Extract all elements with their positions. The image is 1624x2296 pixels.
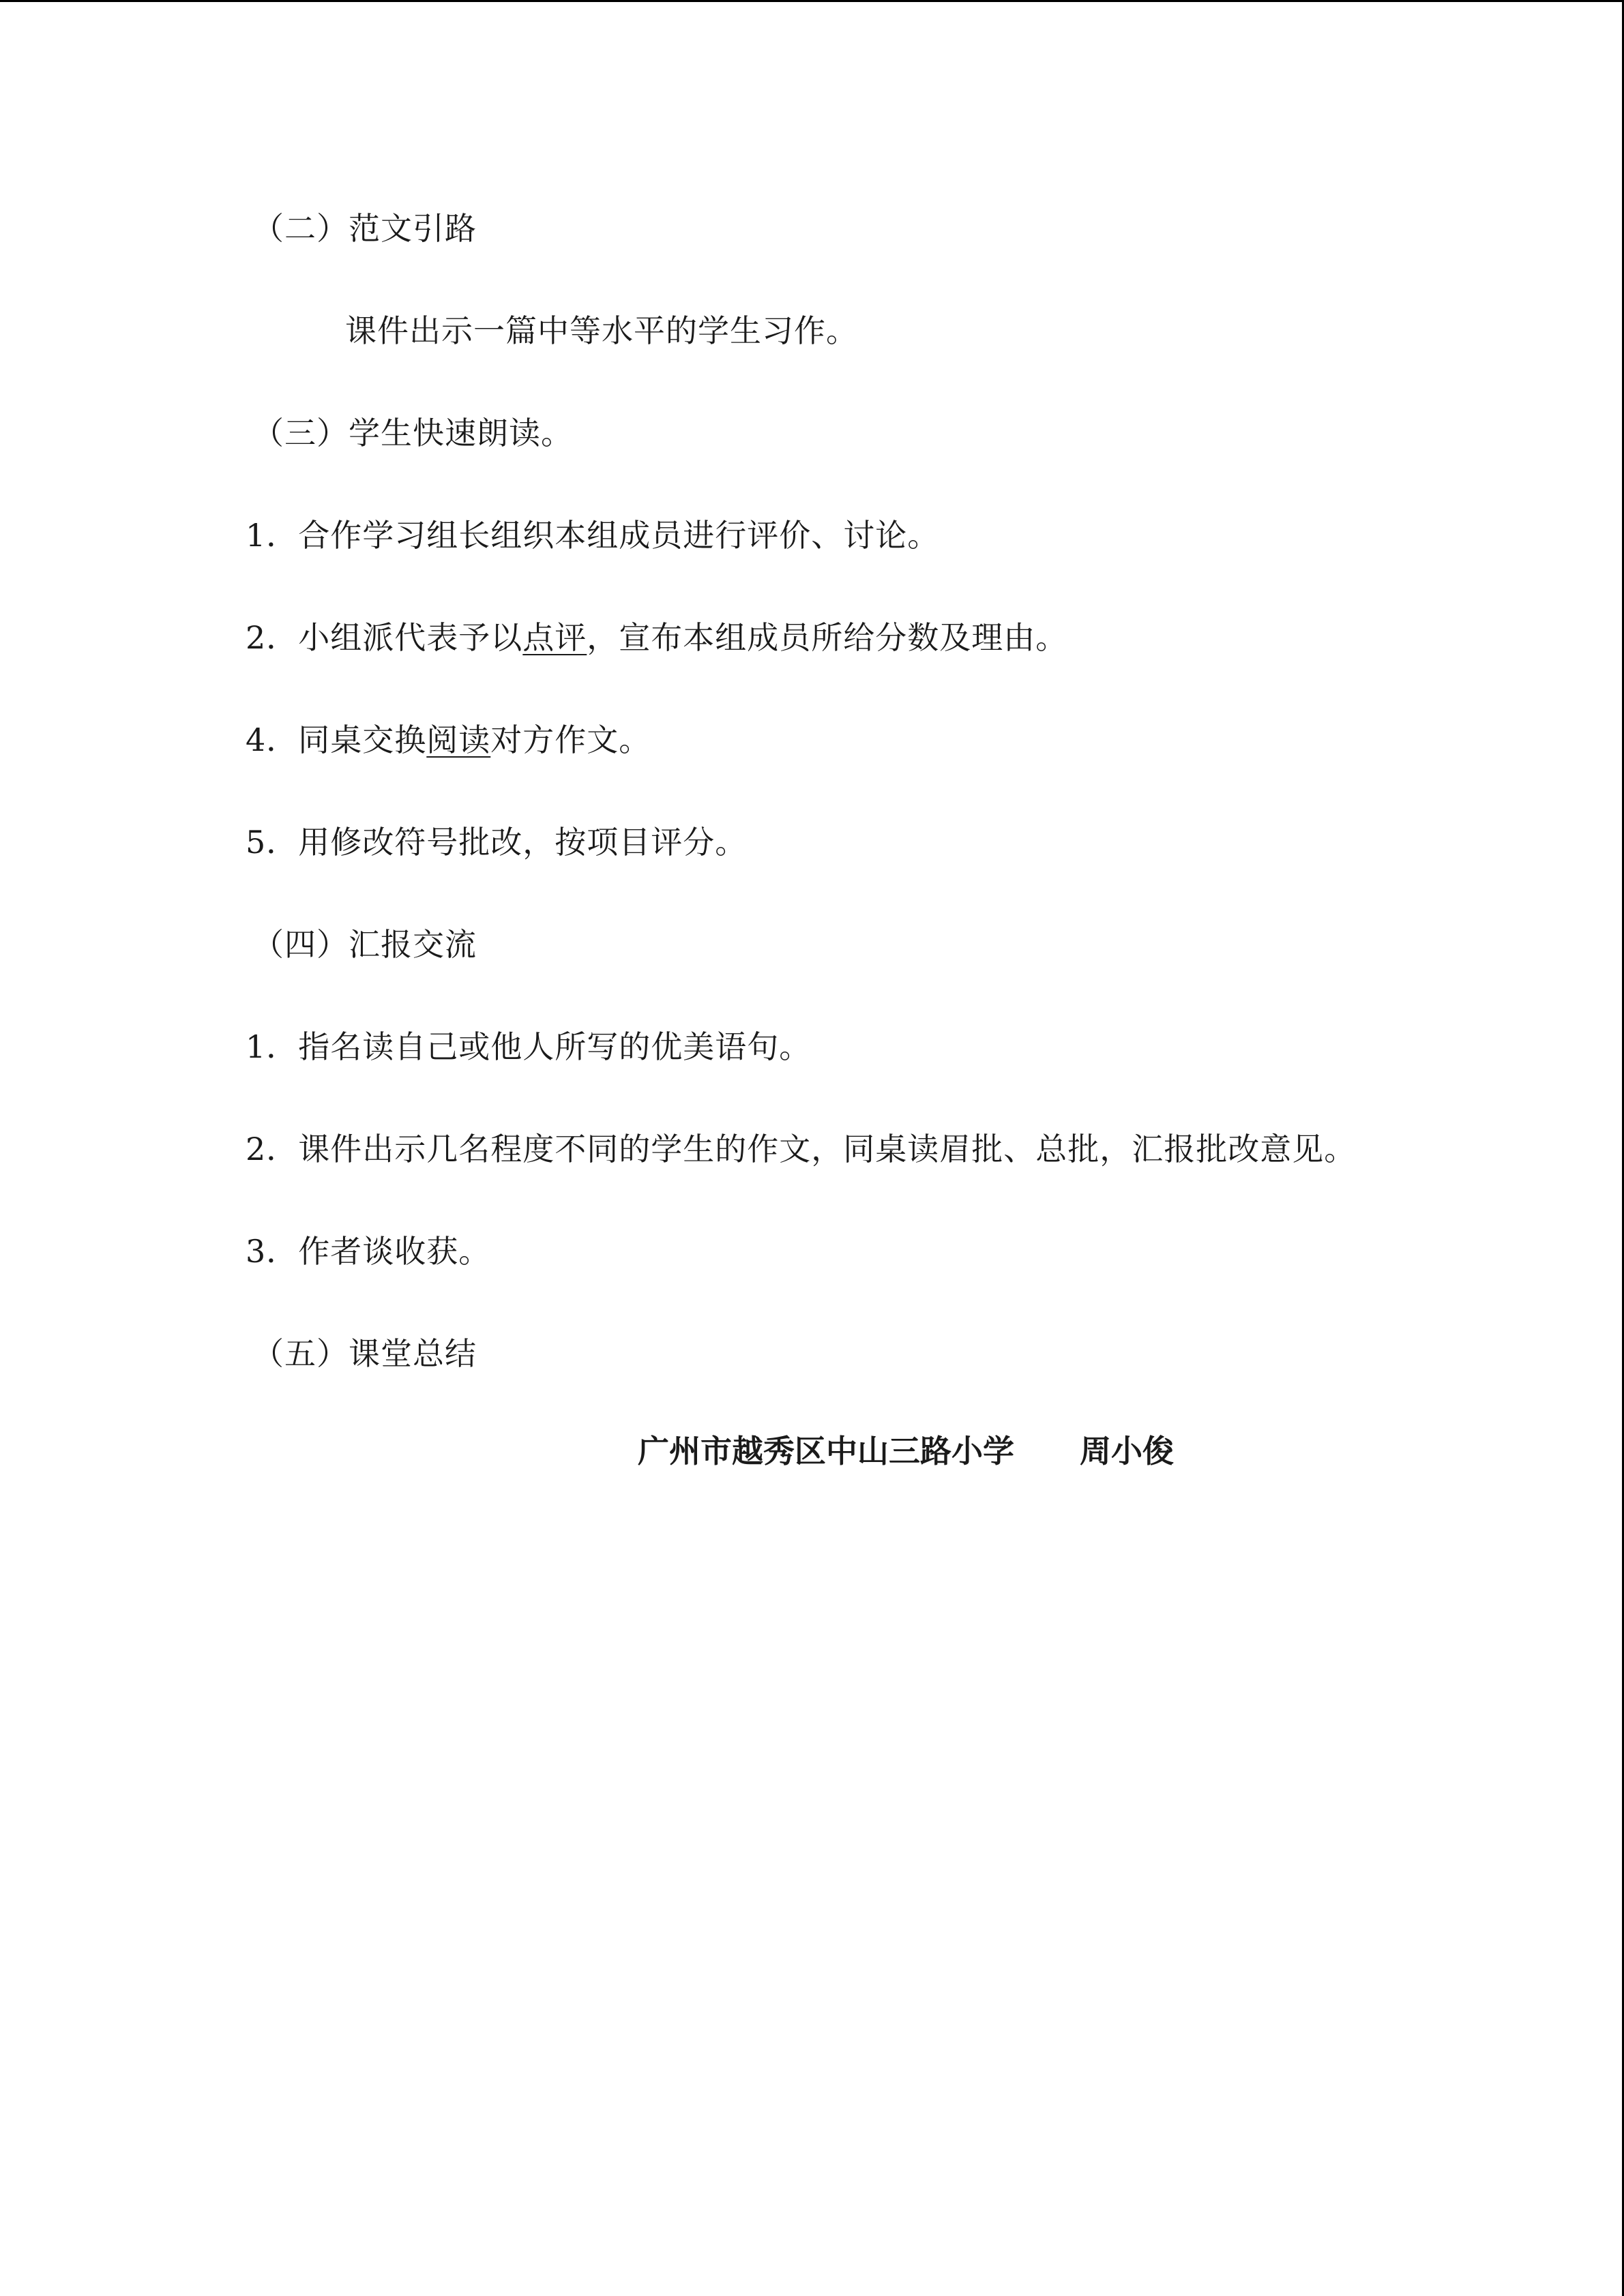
report-item-3: 3．作者谈收获。: [246, 1233, 491, 1270]
section-heading-2: （二）范文引路: [252, 210, 477, 247]
signature-line: [638, 1431, 1174, 1472]
section-heading-4: （四）汇报交流: [252, 926, 477, 963]
underlined-term-read: 阅读: [426, 721, 491, 758]
signature-author: 周小俊: [1080, 1433, 1174, 1470]
report-item-2: 2．课件出示几名程度不同的学生的作文，同桌读眉批、总批，汇报批改意见。: [246, 1131, 1357, 1167]
list-item-4-suffix: 对方作文。: [490, 721, 651, 758]
section-heading-5: （五）课堂总结: [252, 1335, 477, 1372]
underlined-term-comment: 点评: [522, 619, 587, 656]
list-item-2: [246, 617, 1067, 658]
list-item-1: 1．合作学习组长组织本组成员进行评价、讨论。: [246, 517, 940, 554]
list-item-4-prefix: 4．同桌交换: [246, 721, 427, 758]
page-top-border: [0, 0, 1624, 2]
signature-school: 广州市越秀区中山三路小学: [638, 1433, 1014, 1470]
list-item-5: 5．用修改符号批改，按项目评分。: [246, 824, 748, 861]
section-heading-3: （三）学生快速朗读。: [252, 415, 573, 451]
list-item-2-suffix: ，宣布本组成员所给分数及理由。: [587, 619, 1068, 656]
paragraph-courseware: 课件出示一篇中等水平的学生习作。: [345, 312, 858, 349]
report-item-1: 1．指名读自己或他人所写的优美语句。: [246, 1028, 812, 1065]
list-item-2-prefix: 2．小组派代表予以: [246, 619, 523, 656]
list-item-4: [246, 719, 651, 760]
